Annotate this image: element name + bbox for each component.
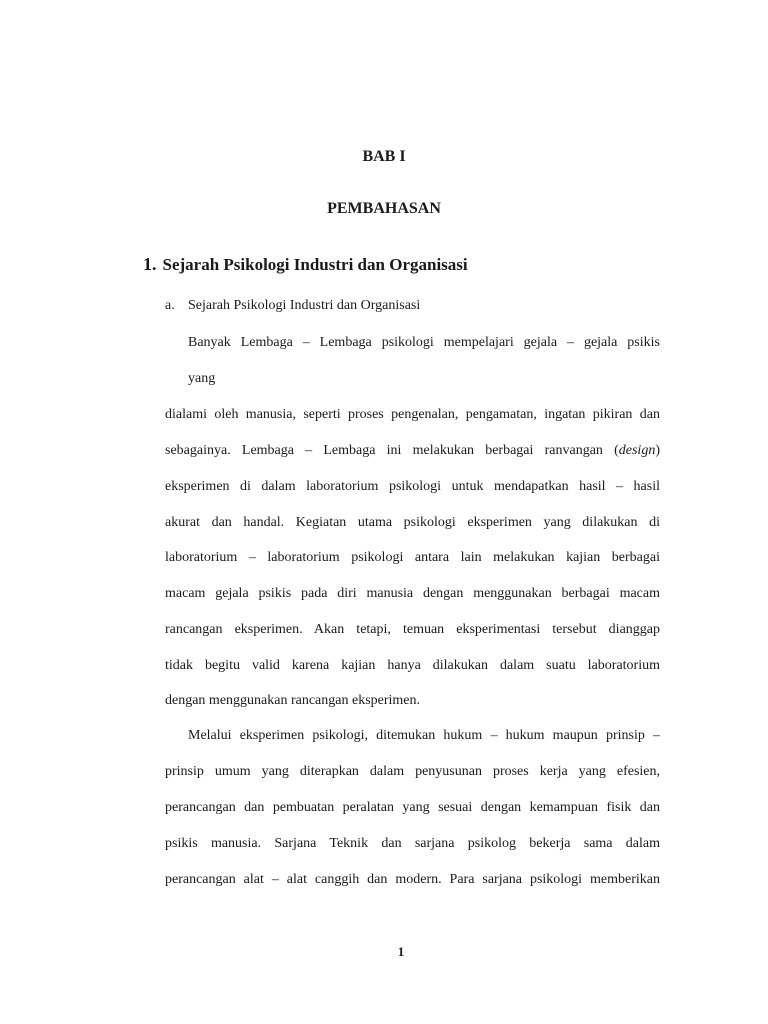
paragraph-line-text: ) [655, 443, 660, 458]
paragraph-line: perancangan alat – alat canggih dan modern. Para sarjana psikologi memberikan [165, 872, 660, 887]
section-number: 1. [143, 254, 157, 274]
paragraph-line: prinsip umum yang diterapkan dalam penyusunan proses kerja yang efesien, [165, 764, 660, 779]
paragraph-line: Melalui eksperimen psikologi, ditemukan hukum – hukum maupun prinsip – [188, 728, 660, 743]
paragraph-line: rancangan eksperimen. Akan tetapi, temuan eksperimentasi tersebut dianggap [165, 622, 660, 637]
paragraph-line: perancangan dan pembuatan peralatan yang sesuai dengan kemampuan fisik dan [165, 800, 660, 815]
chapter-subtitle: PEMBAHASAN [327, 200, 441, 217]
section-heading [143, 254, 468, 275]
paragraph-line: laboratorium – laboratorium psikologi antara lain melakukan kajian berbagai [165, 550, 660, 565]
paragraph-line: yang [188, 371, 216, 386]
chapter-title: BAB I [362, 148, 406, 165]
paragraph-line: macam gejala psikis pada diri manusia dengan menggunakan berbagai macam [165, 586, 660, 601]
subsection-marker: a. [165, 298, 175, 313]
section-title: Sejarah Psikologi Industri dan Organisasi [162, 255, 468, 274]
paragraph-line: dialami oleh manusia, seperti proses pengenalan, pengamatan, ingatan pikiran dan [165, 407, 660, 422]
paragraph-line-italic: design [618, 443, 656, 458]
paragraph-line: Banyak Lembaga – Lembaga psikologi mempelajari gejala – gejala psikis [188, 335, 660, 350]
paragraph-line: akurat dan handal. Kegiatan utama psikologi eksperimen yang dilakukan di [165, 515, 660, 530]
subsection-title: Sejarah Psikologi Industri dan Organisasi [188, 298, 421, 313]
paragraph-line-text: sebagainya. Lembaga – Lembaga ini melakukan berbagai ranvangan ( [165, 443, 619, 458]
paragraph-line [165, 442, 660, 460]
paragraph-line: psikis manusia. Sarjana Teknik dan sarjana psikolog bekerja sama dalam [165, 836, 660, 851]
paragraph-line: eksperimen di dalam laboratorium psikologi untuk mendapatkan hasil – hasil [165, 479, 660, 494]
paragraph-line: dengan menggunakan rancangan eksperimen. [165, 693, 421, 708]
page-number: 1 [397, 944, 405, 959]
paragraph-line: tidak begitu valid karena kajian hanya dilakukan dalam suatu laboratorium [165, 658, 660, 673]
